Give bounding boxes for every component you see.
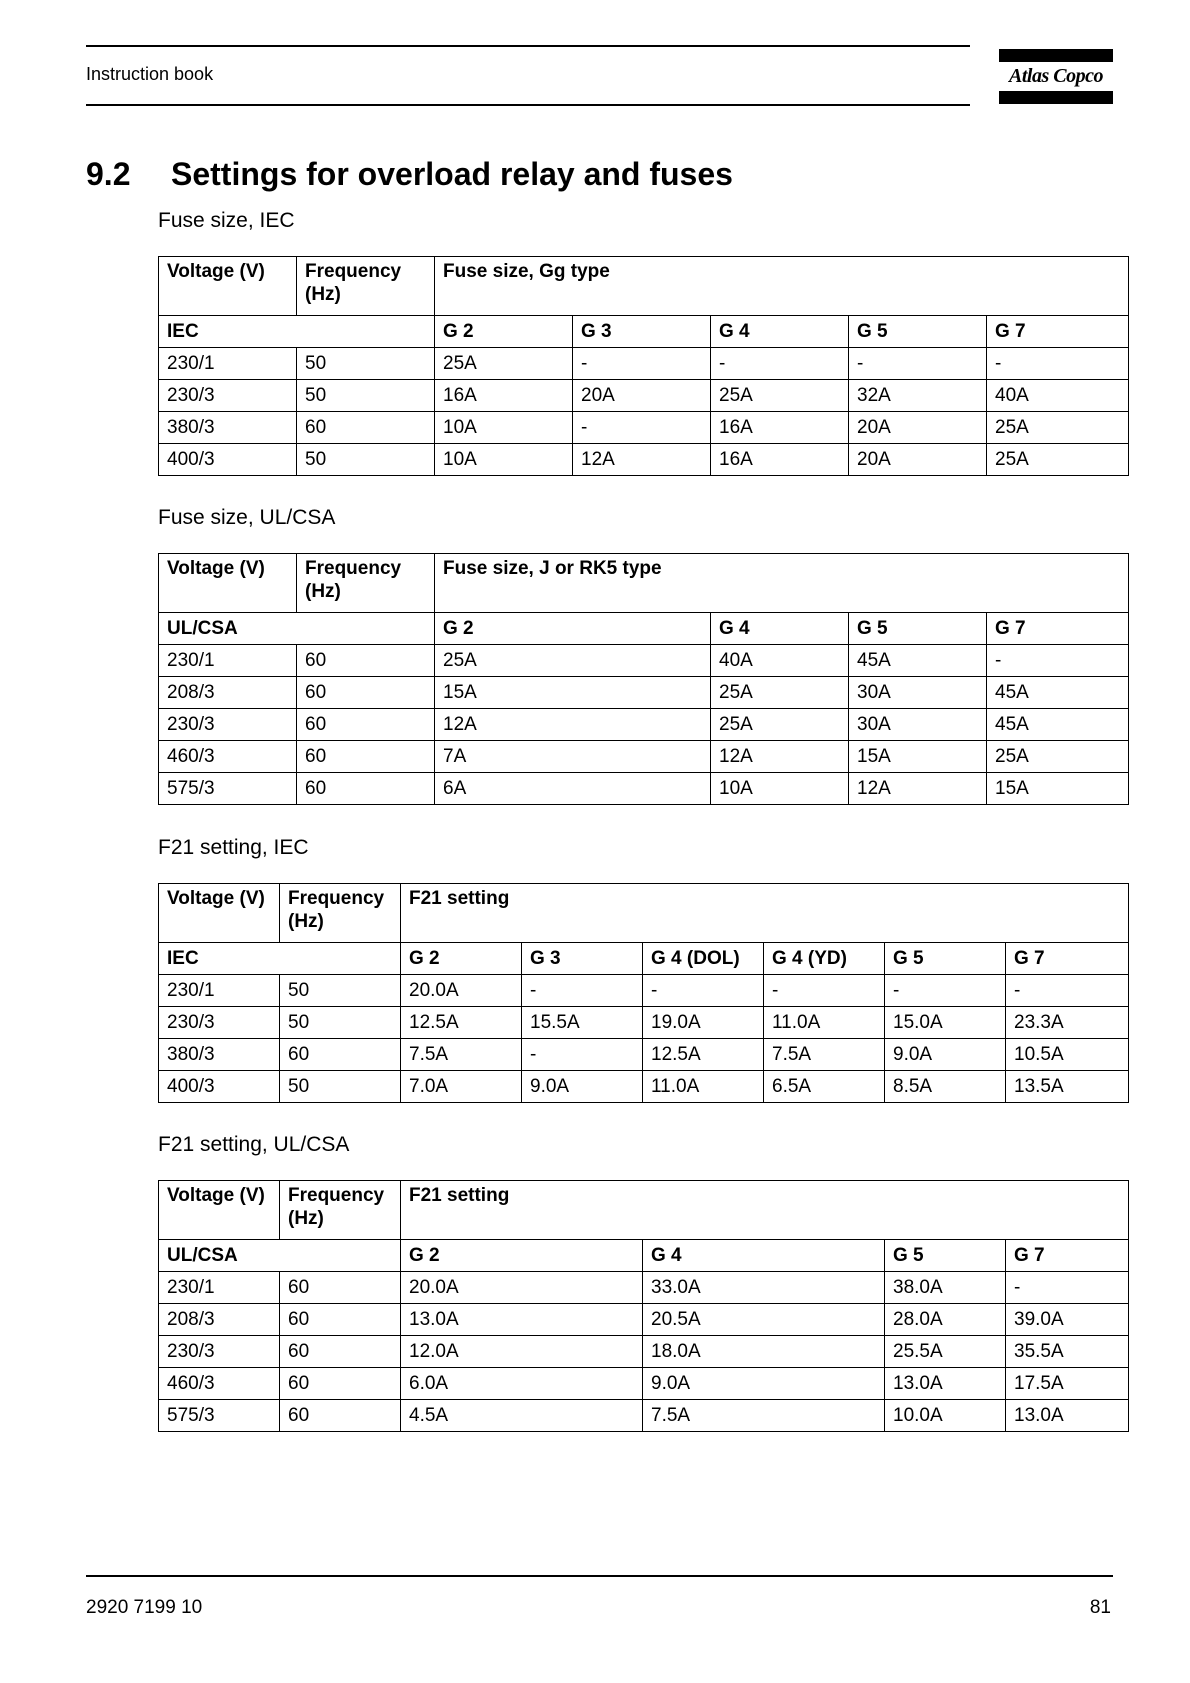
footer-rule [86, 1575, 1113, 1577]
table-cell: 9.0A [522, 1071, 643, 1103]
table-cell: - [1006, 975, 1129, 1007]
header-label: Instruction book [86, 64, 214, 84]
table-cell: - [1006, 1272, 1129, 1304]
table-cell: 460/3 [159, 741, 297, 773]
column-header: G 3 [522, 943, 643, 975]
table-cell: 39.0A [1006, 1304, 1129, 1336]
frequency-header: Frequency (Hz) [297, 257, 435, 316]
column-header: G 7 [987, 613, 1129, 645]
f21-setting-ulcsa-table [158, 1180, 1129, 1432]
table-row [159, 645, 1129, 677]
table-header-row [159, 257, 1129, 316]
standard-label: UL/CSA [159, 613, 435, 645]
table-cell: 10A [435, 444, 573, 476]
table-cell: 25A [435, 645, 711, 677]
table-cell: 11.0A [764, 1007, 885, 1039]
table-cell: - [643, 975, 764, 1007]
table-cell: 18.0A [643, 1336, 885, 1368]
table-cell: 230/3 [159, 380, 297, 412]
column-header: G 7 [1006, 943, 1129, 975]
group-header: F21 setting [401, 1181, 1129, 1240]
table-cell: 38.0A [885, 1272, 1006, 1304]
table-cell: 60 [280, 1336, 401, 1368]
table-cell: 7A [435, 741, 711, 773]
table-cell: - [987, 645, 1129, 677]
table-header-row [159, 554, 1129, 613]
table-row [159, 1071, 1129, 1103]
table-cell: 12A [435, 709, 711, 741]
section-number: 9.2 [86, 156, 131, 192]
table-cell: 208/3 [159, 677, 297, 709]
table-subheader-row [159, 943, 1129, 975]
table-cell: 50 [297, 380, 435, 412]
group-header: Fuse size, Gg type [435, 257, 1129, 316]
table-cell: 25A [987, 741, 1129, 773]
table-cell: 60 [297, 645, 435, 677]
table-cell: 45A [987, 677, 1129, 709]
table-cell: 50 [297, 348, 435, 380]
table-cell: - [849, 348, 987, 380]
table-cell: 13.0A [1006, 1400, 1129, 1432]
frequency-header: Frequency (Hz) [280, 884, 401, 943]
table-cell: - [987, 348, 1129, 380]
table-cell: 460/3 [159, 1368, 280, 1400]
column-header: G 5 [849, 613, 987, 645]
table-cell: 60 [297, 709, 435, 741]
table-cell: 25A [711, 677, 849, 709]
table-cell: 7.5A [401, 1039, 522, 1071]
header-top-rule [86, 45, 970, 47]
logo-bottom-bar [999, 91, 1113, 104]
table-cell: 20A [849, 412, 987, 444]
table-cell: 20A [849, 444, 987, 476]
table-cell: 575/3 [159, 773, 297, 805]
table-cell: 12.5A [401, 1007, 522, 1039]
document-number: 2920 7199 10 [86, 1597, 203, 1618]
table-row [159, 709, 1129, 741]
column-header: G 2 [435, 316, 573, 348]
table-row [159, 1039, 1129, 1071]
table-row [159, 1400, 1129, 1432]
table-cell: 25A [435, 348, 573, 380]
table-cell: 45A [987, 709, 1129, 741]
table-cell: 400/3 [159, 1071, 280, 1103]
column-header: G 7 [987, 316, 1129, 348]
column-header: G 2 [401, 1240, 643, 1272]
table-cell: 20A [573, 380, 711, 412]
table-cell: 20.5A [643, 1304, 885, 1336]
table-cell: 12A [849, 773, 987, 805]
table-cell: 40A [987, 380, 1129, 412]
table-row [159, 348, 1129, 380]
column-header: G 7 [1006, 1240, 1129, 1272]
section-title: Settings for overload relay and fuses [171, 156, 733, 192]
table-cell: 7.5A [764, 1039, 885, 1071]
table-cell: 16A [711, 444, 849, 476]
table-cell: 6A [435, 773, 711, 805]
column-header: G 2 [401, 943, 522, 975]
logo-wordmark: Atlas Copco [1009, 65, 1103, 87]
table-cell: 13.5A [1006, 1071, 1129, 1103]
table-caption-f21-iec: F21 setting, IEC [158, 836, 309, 859]
table-cell: 380/3 [159, 412, 297, 444]
table-cell: 10A [435, 412, 573, 444]
column-header: G 5 [849, 316, 987, 348]
table-cell: - [573, 348, 711, 380]
logo-top-bar [999, 49, 1113, 62]
table-cell: 11.0A [643, 1071, 764, 1103]
table-cell: 19.0A [643, 1007, 764, 1039]
table-row [159, 1304, 1129, 1336]
table-cell: 25A [987, 444, 1129, 476]
fuse-size-iec-table [158, 256, 1129, 476]
table-cell: 380/3 [159, 1039, 280, 1071]
table-cell: 60 [297, 741, 435, 773]
fuse-size-ulcsa-table [158, 553, 1129, 805]
table-cell: 8.5A [885, 1071, 1006, 1103]
table-caption-fuse-ulcsa: Fuse size, UL/CSA [158, 506, 336, 529]
table-cell: 17.5A [1006, 1368, 1129, 1400]
column-header: G 4 (YD) [764, 943, 885, 975]
table-cell: 9.0A [643, 1368, 885, 1400]
table-cell: 35.5A [1006, 1336, 1129, 1368]
table-subheader-row [159, 1240, 1129, 1272]
voltage-header: Voltage (V) [159, 1181, 280, 1240]
table-cell: 23.3A [1006, 1007, 1129, 1039]
group-header: F21 setting [401, 884, 1129, 943]
table-subheader-row [159, 316, 1129, 348]
standard-label: IEC [159, 943, 401, 975]
column-header: G 2 [435, 613, 711, 645]
table-cell: 16A [711, 412, 849, 444]
table-cell: 15A [987, 773, 1129, 805]
column-header: G 4 [711, 316, 849, 348]
table-cell: 6.5A [764, 1071, 885, 1103]
table-cell: 10.5A [1006, 1039, 1129, 1071]
table-cell: 50 [280, 975, 401, 1007]
table-cell: 25A [711, 380, 849, 412]
table-cell: 60 [297, 412, 435, 444]
table-cell: 20.0A [401, 1272, 643, 1304]
table-cell: 7.5A [643, 1400, 885, 1432]
table-cell: 45A [849, 645, 987, 677]
table-cell: 30A [849, 709, 987, 741]
standard-label: UL/CSA [159, 1240, 401, 1272]
group-header: Fuse size, J or RK5 type [435, 554, 1129, 613]
table-cell: 6.0A [401, 1368, 643, 1400]
table-cell: 15A [435, 677, 711, 709]
page-number: 81 [1089, 1597, 1111, 1618]
table-caption-fuse-iec: Fuse size, IEC [158, 209, 295, 232]
table-cell: 10A [711, 773, 849, 805]
table-cell: 50 [280, 1071, 401, 1103]
table-cell: 13.0A [401, 1304, 643, 1336]
table-cell: 60 [280, 1304, 401, 1336]
table-cell: 60 [297, 677, 435, 709]
table-cell: 208/3 [159, 1304, 280, 1336]
column-header: G 5 [885, 943, 1006, 975]
table-header-row [159, 884, 1129, 943]
table-cell: 10.0A [885, 1400, 1006, 1432]
table-cell: 50 [280, 1007, 401, 1039]
table-row [159, 1272, 1129, 1304]
table-cell: 40A [711, 645, 849, 677]
table-cell: 25.5A [885, 1336, 1006, 1368]
table-cell: - [573, 412, 711, 444]
table-caption-f21-ulcsa: F21 setting, UL/CSA [158, 1133, 350, 1156]
table-cell: 400/3 [159, 444, 297, 476]
table-row [159, 975, 1129, 1007]
header-bottom-rule [86, 104, 970, 106]
table-cell: 575/3 [159, 1400, 280, 1432]
table-cell: 60 [280, 1039, 401, 1071]
table-cell: 230/3 [159, 1007, 280, 1039]
table-cell: 13.0A [885, 1368, 1006, 1400]
voltage-header: Voltage (V) [159, 884, 280, 943]
table-cell: 230/1 [159, 975, 280, 1007]
f21-setting-iec-table [158, 883, 1129, 1103]
table-cell: 30A [849, 677, 987, 709]
table-cell: 4.5A [401, 1400, 643, 1432]
section-heading [86, 156, 733, 193]
table-row [159, 412, 1129, 444]
table-row [159, 1368, 1129, 1400]
table-cell: 33.0A [643, 1272, 885, 1304]
table-cell: 12.0A [401, 1336, 643, 1368]
frequency-header: Frequency (Hz) [297, 554, 435, 613]
table-cell: 230/1 [159, 1272, 280, 1304]
table-cell: 25A [711, 709, 849, 741]
table-cell: 28.0A [885, 1304, 1006, 1336]
column-header: G 4 [711, 613, 849, 645]
voltage-header: Voltage (V) [159, 554, 297, 613]
column-header: G 4 [643, 1240, 885, 1272]
table-cell: 15.0A [885, 1007, 1006, 1039]
table-row [159, 1007, 1129, 1039]
table-cell: 9.0A [885, 1039, 1006, 1071]
table-cell: - [885, 975, 1006, 1007]
table-cell: - [764, 975, 885, 1007]
column-header: G 4 (DOL) [643, 943, 764, 975]
table-row [159, 773, 1129, 805]
column-header: G 5 [885, 1240, 1006, 1272]
frequency-header: Frequency (Hz) [280, 1181, 401, 1240]
table-cell: 15.5A [522, 1007, 643, 1039]
table-cell: 230/3 [159, 709, 297, 741]
table-cell: 60 [280, 1368, 401, 1400]
table-cell: 25A [987, 412, 1129, 444]
table-cell: 230/1 [159, 348, 297, 380]
table-cell: 12.5A [643, 1039, 764, 1071]
table-cell: 50 [297, 444, 435, 476]
standard-label: IEC [159, 316, 435, 348]
voltage-header: Voltage (V) [159, 257, 297, 316]
table-cell: 12A [573, 444, 711, 476]
table-cell: - [711, 348, 849, 380]
table-cell: 60 [280, 1400, 401, 1432]
table-cell: 60 [280, 1272, 401, 1304]
table-cell: 15A [849, 741, 987, 773]
table-cell: - [522, 1039, 643, 1071]
table-cell: 230/1 [159, 645, 297, 677]
table-row [159, 380, 1129, 412]
atlas-copco-logo [999, 49, 1113, 104]
table-row [159, 741, 1129, 773]
table-cell: 12A [711, 741, 849, 773]
table-cell: 20.0A [401, 975, 522, 1007]
table-cell: - [522, 975, 643, 1007]
table-cell: 16A [435, 380, 573, 412]
table-cell: 60 [297, 773, 435, 805]
table-row [159, 444, 1129, 476]
table-row [159, 677, 1129, 709]
table-header-row [159, 1181, 1129, 1240]
table-cell: 7.0A [401, 1071, 522, 1103]
table-cell: 32A [849, 380, 987, 412]
table-cell: 230/3 [159, 1336, 280, 1368]
column-header: G 3 [573, 316, 711, 348]
table-subheader-row [159, 613, 1129, 645]
table-row [159, 1336, 1129, 1368]
